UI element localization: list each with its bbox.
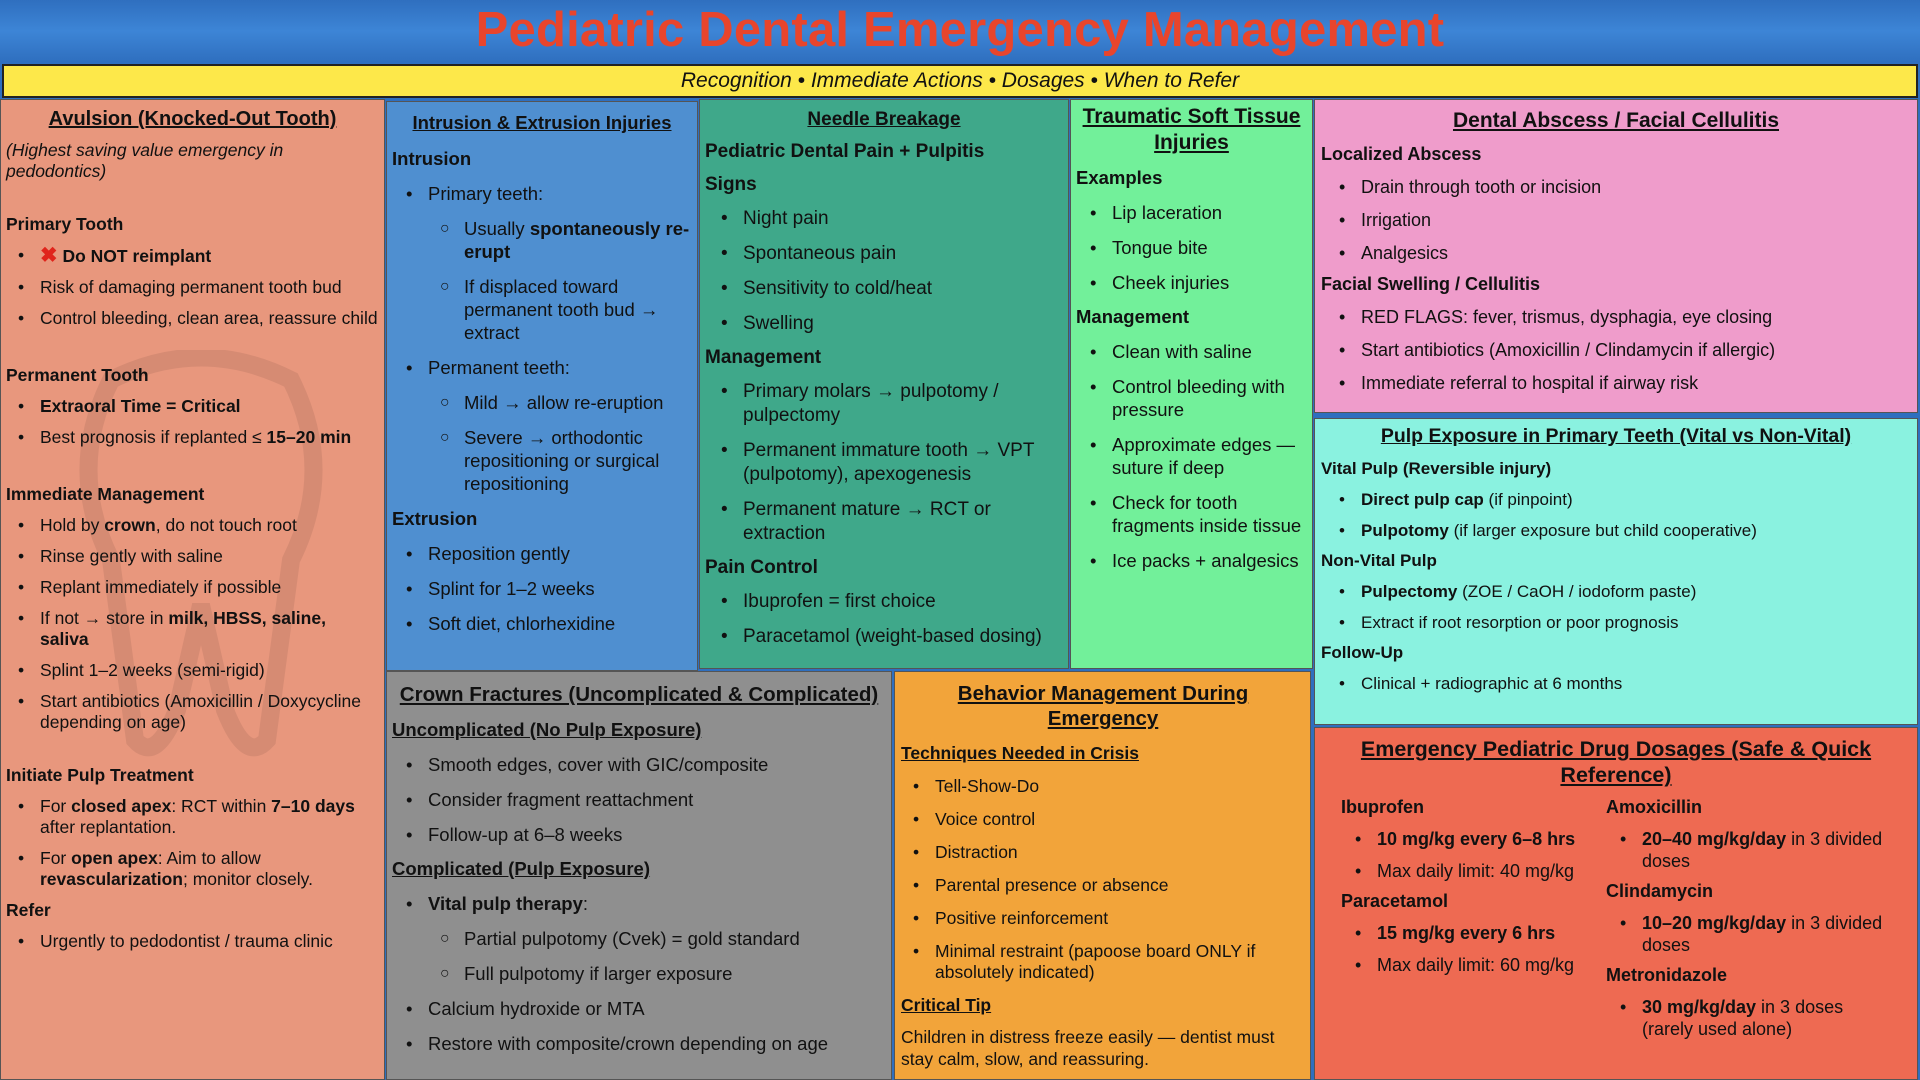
pulp-treatment-heading: Initiate Pulp Treatment [6,765,194,786]
list-item: • Distraction [935,842,1305,863]
list-item: • Clean with saline [1112,340,1307,363]
header-bar [0,0,1920,62]
list-item: • Sensitivity to cold/heat [743,277,1063,301]
text: (ZOE / CaOH / iodoform paste) [1457,581,1697,601]
needle-panel [699,99,1069,669]
management-heading: Management [705,347,822,369]
list-item [1361,581,1911,602]
text: If not → store in [40,608,169,629]
list-item: • Cheek injuries [1112,271,1307,294]
behavior-panel [894,671,1311,1080]
vital-pulp-heading: Vital Pulp (Reversible injury) [1321,458,1552,478]
list-item: ○ If displaced toward permanent tooth bud → extract [464,275,692,344]
list-item: ○ Partial pulpotomy (Cvek) = gold standard [464,927,886,950]
list-item: • Approximate edges — suture if deep [1112,433,1307,479]
list-item: • Spontaneous pain [743,242,1063,266]
permanent-tooth-heading: Permanent Tooth [6,365,149,386]
list-item: • Tongue bite [1112,236,1307,259]
metronidazole-heading: Metronidazole [1606,965,1728,986]
list-item [428,356,692,495]
text-bold: 10 mg/kg every 6–8 hrs [1377,829,1576,850]
avulsion-note: (Highest saving value emergency in pedodontics) [6,140,284,182]
list-item: ○ Severe → orthodontic repositioning or surgical repositioning [464,426,692,495]
list-item: • Check for tooth fragments inside tissue [1112,491,1307,537]
list-item: • Voice control [935,809,1305,830]
critical-tip-heading: Critical Tip [901,995,992,1015]
list-item: • RED FLAGS: fever, trismus, dysphagia, eye closing [1361,306,1911,328]
list-item: • Calcium hydroxide or MTA [428,997,886,1020]
list-item: • Permanent immature tooth → VPT (pulpotomy), apexogenesis [743,439,1063,487]
intrusion-title: Intrusion & Extrusion Injuries [412,112,672,133]
text: : Aim to allow [157,848,261,869]
text: : [582,893,589,914]
text: (if pinpoint) [1483,489,1573,509]
list-item [40,396,379,417]
list-item: ○ Full pulpotomy if larger exposure [464,962,886,985]
list-item: • Splint 1–2 weeks (semi-rigid) [40,660,379,681]
list-item: • Paracetamol (weight-based dosing) [743,625,1063,649]
list-item: • Start antibiotics (Amoxicillin / Doxycycline depending on age) [40,691,379,733]
text-bold: Pulpotomy [1361,520,1449,540]
permanent-teeth-label: Permanent teeth: [428,356,570,378]
list-item [40,608,379,650]
signs-heading: Signs [705,174,757,196]
text-bold: crown [104,515,156,536]
abscess-panel [1314,99,1918,413]
list-item [40,427,379,448]
list-item: • Drain through tooth or incision [1361,176,1911,198]
uncomplicated-heading: Uncomplicated (No Pulp Exposure) [392,719,702,740]
text-bold: spontaneously re-erupt [464,217,690,262]
follow-up-heading: Follow-Up [1321,642,1404,662]
list-item: • Control bleeding with pressure [1112,375,1307,421]
do-not-reimplant-text: Do NOT reimplant [62,246,212,267]
list-item: • Rinse gently with saline [40,546,379,567]
list-item: • Risk of damaging permanent tooth bud [40,277,379,298]
text-bold: 15 mg/kg every 6 hrs [1377,923,1556,944]
text: in 3 divided doses [1642,913,1883,956]
text: For [40,796,72,817]
text: For [40,848,72,869]
drug-dosages-title: Emergency Pediatric Drug Dosages (Safe & Quick Reference) [1360,737,1872,788]
ibuprofen-heading: Ibuprofen [1341,797,1424,818]
abscess-title: Dental Abscess / Facial Cellulitis [1452,109,1779,132]
list-item: • Extract if root resorption or poor prognosis [1361,612,1911,633]
list-item: • Irrigation [1361,209,1911,231]
prognosis-text: Best prognosis if replanted ≤ [40,427,267,448]
facial-swelling-heading: Facial Swelling / Cellulitis [1321,273,1541,294]
text-bold: Direct pulp cap [1361,489,1484,509]
crown-fractures-title: Crown Fractures (Uncomplicated & Complicated) [399,683,879,706]
list-item: • Replant immediately if possible [40,577,379,598]
list-item: • Splint for 1–2 weeks [428,577,692,600]
extrusion-heading: Extrusion [392,507,478,529]
list-item [1642,912,1896,956]
list-item: • Reposition gently [428,542,692,565]
text-bold: Vital pulp therapy [428,893,583,914]
text-bold: open apex [71,848,158,869]
list-item: • Tell-Show-Do [935,776,1305,797]
management-heading: Management [1076,306,1190,328]
text: Hold by [40,515,105,536]
list-item: • Ibuprofen = first choice [743,590,1063,614]
text: (if larger exposure but child cooperative) [1448,520,1757,540]
list-item: • Positive reinforcement [935,908,1305,929]
examples-heading: Examples [1076,167,1163,189]
list-item: • Immediate referral to hospital if airway risk [1361,372,1911,394]
list-item: • Follow-up at 6–8 weeks [428,823,886,846]
list-item: • Swelling [743,312,1063,336]
prognosis-time: 15–20 min [266,427,352,448]
list-item: • Permanent mature → RCT or extraction [743,498,1063,546]
primary-teeth-label: Primary teeth: [428,182,544,204]
list-item [1642,996,1896,1040]
extraoral-time-text: Extraoral Time = Critical [40,396,241,417]
list-item: • Lip laceration [1112,201,1307,224]
immediate-management-heading: Immediate Management [6,484,205,505]
list-item: • Night pain [743,207,1063,231]
refer-heading: Refer [6,900,51,921]
list-item [1361,520,1911,541]
pain-control-heading: Pain Control [705,557,818,579]
list-item [428,182,692,344]
list-item: • Clinical + radiographic at 6 months [1361,673,1911,694]
soft-tissue-panel [1070,99,1313,669]
list-item: • Primary molars → pulpotomy / pulpectomy [743,380,1063,428]
list-item: • Smooth edges, cover with GIC/composite [428,753,886,776]
text-bold: revascularization [40,869,183,890]
text-bold: 20–40 mg/kg/day [1642,829,1787,850]
clindamycin-heading: Clindamycin [1606,881,1714,902]
list-item: • Parental presence or absence [935,875,1305,896]
list-item: • Restore with composite/crown depending on age [428,1032,886,1055]
list-item [1361,489,1911,510]
text: in 3 doses (rarely used alone) [1642,997,1844,1040]
text-bold: Pulpectomy [1361,581,1458,601]
intrusion-panel [386,101,698,671]
list-item: • Consider fragment reattachment [428,788,886,811]
list-item: • Ice packs + analgesics [1112,549,1307,572]
drug-dosages-panel [1314,727,1918,1080]
avulsion-panel [0,99,385,1080]
drug-column-right [1606,788,1896,1040]
pulp-exposure-panel [1314,418,1918,725]
list-item: • Max daily limit: 60 mg/kg [1377,954,1606,976]
amoxicillin-heading: Amoxicillin [1606,797,1703,818]
list-item: ○ Mild → allow re-eruption [464,391,692,414]
text: , do not touch root [155,515,297,536]
red-x-icon: ✖ [40,244,58,268]
text: ; monitor closely. [182,869,313,890]
subtitle-bar: Recognition • Immediate Actions • Dosages • When to Refer [2,64,1918,98]
text-bold: 10–20 mg/kg/day [1642,913,1787,934]
behavior-title: Behavior Management During Emergency [957,682,1249,730]
soft-tissue-title: Traumatic Soft Tissue Injuries [1082,105,1301,154]
non-vital-pulp-heading: Non-Vital Pulp [1321,550,1437,570]
list-item: • Max daily limit: 40 mg/kg [1377,860,1606,882]
list-item: • Control bleeding, clean area, reassure child [40,308,379,329]
list-item [428,892,886,985]
list-item [1377,922,1606,944]
drug-column-left [1341,788,1606,1040]
techniques-heading: Techniques Needed in Crisis [901,743,1139,763]
list-item [40,245,379,267]
critical-tip-text: Children in distress freeze easily — dentist must stay calm, slow, and reassuring. [901,1027,1275,1069]
list-item [40,515,379,536]
text: Usually [464,217,530,239]
complicated-heading: Complicated (Pulp Exposure) [392,858,651,879]
needle-title: Needle Breakage [807,109,961,130]
list-item: • Minimal restraint (papoose board ONLY if absolutely indicated) [935,941,1305,983]
text: : RCT within [171,796,272,817]
list-item [40,848,379,890]
list-item: • Soft diet, chlorhexidine [428,612,692,635]
page-title: Pediatric Dental Emergency Management [475,3,1445,57]
text: after replantation. [40,817,177,838]
crown-fractures-panel [386,671,892,1080]
intrusion-heading: Intrusion [392,147,472,169]
text: in 3 divided doses [1642,829,1883,872]
text-bold: 7–10 days [271,796,355,817]
primary-tooth-heading: Primary Tooth [6,214,124,235]
list-item: • Start antibiotics (Amoxicillin / Clindamycin if allergic) [1361,339,1911,361]
list-item [40,796,379,838]
text-bold: closed apex [71,796,172,817]
pain-pulpitis-heading: Pediatric Dental Pain + Pulpitis [705,141,985,163]
localized-abscess-heading: Localized Abscess [1321,143,1482,164]
text-bold: 30 mg/kg/day [1642,997,1757,1018]
avulsion-title: Avulsion (Knocked-Out Tooth) [48,108,337,130]
text-bold: milk, HBSS, saline, saliva [40,608,326,650]
list-item [464,217,692,263]
list-item [1642,828,1896,872]
paracetamol-heading: Paracetamol [1341,891,1449,912]
list-item: • Analgesics [1361,242,1911,264]
list-item [1377,828,1606,850]
list-item: • Urgently to pedodontist / trauma clinic [40,931,379,952]
pulp-exposure-title: Pulp Exposure in Primary Teeth (Vital vs Non-Vital) [1380,425,1852,447]
